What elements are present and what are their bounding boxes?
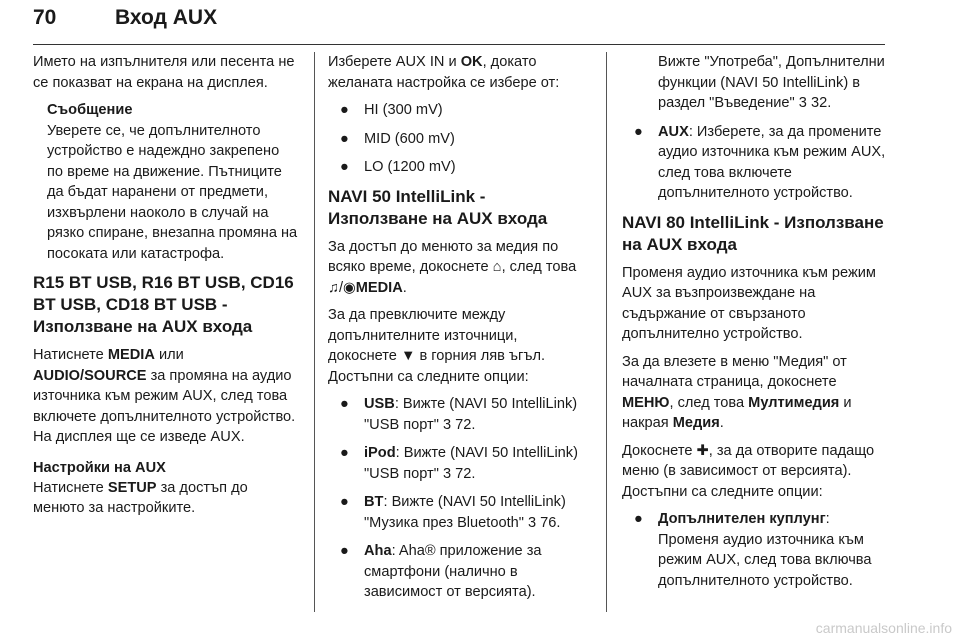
list-item: ● Допълнителен куплунг: Променя аудио източника към режим AUX, след това включва допълнителното устройство. <box>634 511 872 589</box>
list-item: ● HI (300 mV) <box>328 100 586 121</box>
bullet-icon: ● <box>634 511 643 527</box>
ref-arrow-icon: 3 <box>527 514 537 531</box>
note-title: Съобщение <box>47 102 133 118</box>
section-heading-r15: R15 BT USB, R16 BT USB, CD16 BT USB, CD18 BT USB - Използване на AUX входа <box>33 273 294 336</box>
list-item: ● USB: Вижте (NAVI 50 IntelliLink) "USB порт" 3 72. <box>340 396 578 433</box>
settings-paragraph: Натиснете SETUP за достъп до менюто за настройките. <box>33 479 248 516</box>
column-3 <box>622 52 887 599</box>
source-list <box>328 394 586 603</box>
bullet-icon: ● <box>340 130 349 147</box>
home-icon: ⌂ <box>492 259 502 275</box>
navi80-paragraph-1: Променя аудио източника към режим AUX за възпроизвеждане на съдържание от свързаното допълнително устройство. <box>622 264 876 342</box>
list-item: ● Aha: Aha® приложение за смартфони (налично в зависимост от версията). <box>340 543 542 600</box>
level-list <box>328 100 586 178</box>
triangle-down-icon: ▼ <box>400 348 416 364</box>
navi50-media-paragraph: За достъп до менюто за медия по всяко време, докоснете ⌂, след това ♫/◉MEDIA. <box>328 238 577 296</box>
page-number: 70 <box>33 6 57 29</box>
navi50-source-paragraph: За да превключите между допълнителните източници, докоснете ▼ в горния ляв ъгъл. Достъпни са следните опции: <box>328 307 546 385</box>
section-heading-navi80: NAVI 80 IntelliLink - Използване на AUX входа <box>622 212 884 254</box>
watermark: carmanualsonline.info <box>815 620 952 636</box>
list-item: ● LO (1200 mV) <box>328 157 586 178</box>
aux-in-paragraph: Изберете AUX IN и OK, докато желаната настройка се избере от: <box>328 54 560 91</box>
list-item: ● MID (600 mV) <box>328 129 586 150</box>
media-icon: ♫/◉ <box>328 279 356 296</box>
navi80-list <box>622 509 887 591</box>
r15-paragraph: Натиснете MEDIA или AUDIO/SOURCE за промяна на аудио източника към режим AUX, след това включете допълнителното устройство. На дисплея ще се изведе AUX. <box>33 347 296 445</box>
column-1 <box>33 52 299 526</box>
note-text: Уверете се, че допълнителното устройство е надеждно закрепено по време на движение. Пътниците да бъдат наранени от предмети, изхвърлени наоколо в случай на рязко спиране, внезапна промяна на посоката или катастрофа. <box>47 122 298 262</box>
section-heading-settings: Настройки на AUX <box>33 459 166 476</box>
intro-paragraph: Името на изпълнителя или песента не се показват на екрана на дисплея. <box>33 54 295 91</box>
aux-list <box>622 122 887 204</box>
page-title: Вход AUX <box>115 6 218 29</box>
page-header <box>33 4 885 45</box>
ref-arrow-icon: 3 <box>442 465 452 482</box>
column-divider <box>314 52 315 612</box>
note-box <box>47 100 299 264</box>
continued-text: Вижте "Употреба", Допълнителни функции (NAVI 50 IntelliLink) в раздел "Въведение" 3 32. <box>658 54 885 111</box>
column-2 <box>328 52 586 611</box>
navi80-paragraph-3: Докоснете ✚, за да отворите падащо меню (в зависимост от версията). Достъпни са следните опции: <box>622 442 875 500</box>
ref-arrow-icon: 3 <box>442 416 452 433</box>
bullet-icon: ● <box>340 543 349 559</box>
list-item: ● iPod: Вижте (NAVI 50 IntelliLink) "USB порт" 3 72. <box>340 445 578 482</box>
bullet-icon: ● <box>340 102 349 118</box>
section-heading-navi50: NAVI 50 IntelliLink - Използване на AUX входа <box>328 186 548 228</box>
bullet-icon: ● <box>340 159 349 175</box>
bullet-icon: ● <box>340 494 349 510</box>
plus-icon: ✚ <box>696 442 709 459</box>
column-divider <box>606 52 607 612</box>
list-item: ● BT: Вижте (NAVI 50 IntelliLink) "Музика през Bluetooth" 3 76. <box>340 494 566 531</box>
list-item: ● AUX: Изберете, за да промените аудио източника към режим AUX, след това включете допълнителното устройство. <box>634 123 886 201</box>
bullet-icon: ● <box>340 396 349 412</box>
navi80-paragraph-2: За да влезете в меню "Медия" от началната страница, докоснете МЕНЮ, след това Мултимедия и накрая Медия. <box>622 353 852 431</box>
bullet-icon: ● <box>340 445 349 461</box>
bullet-icon: ● <box>634 123 643 140</box>
ref-arrow-icon: 3 <box>798 95 807 111</box>
